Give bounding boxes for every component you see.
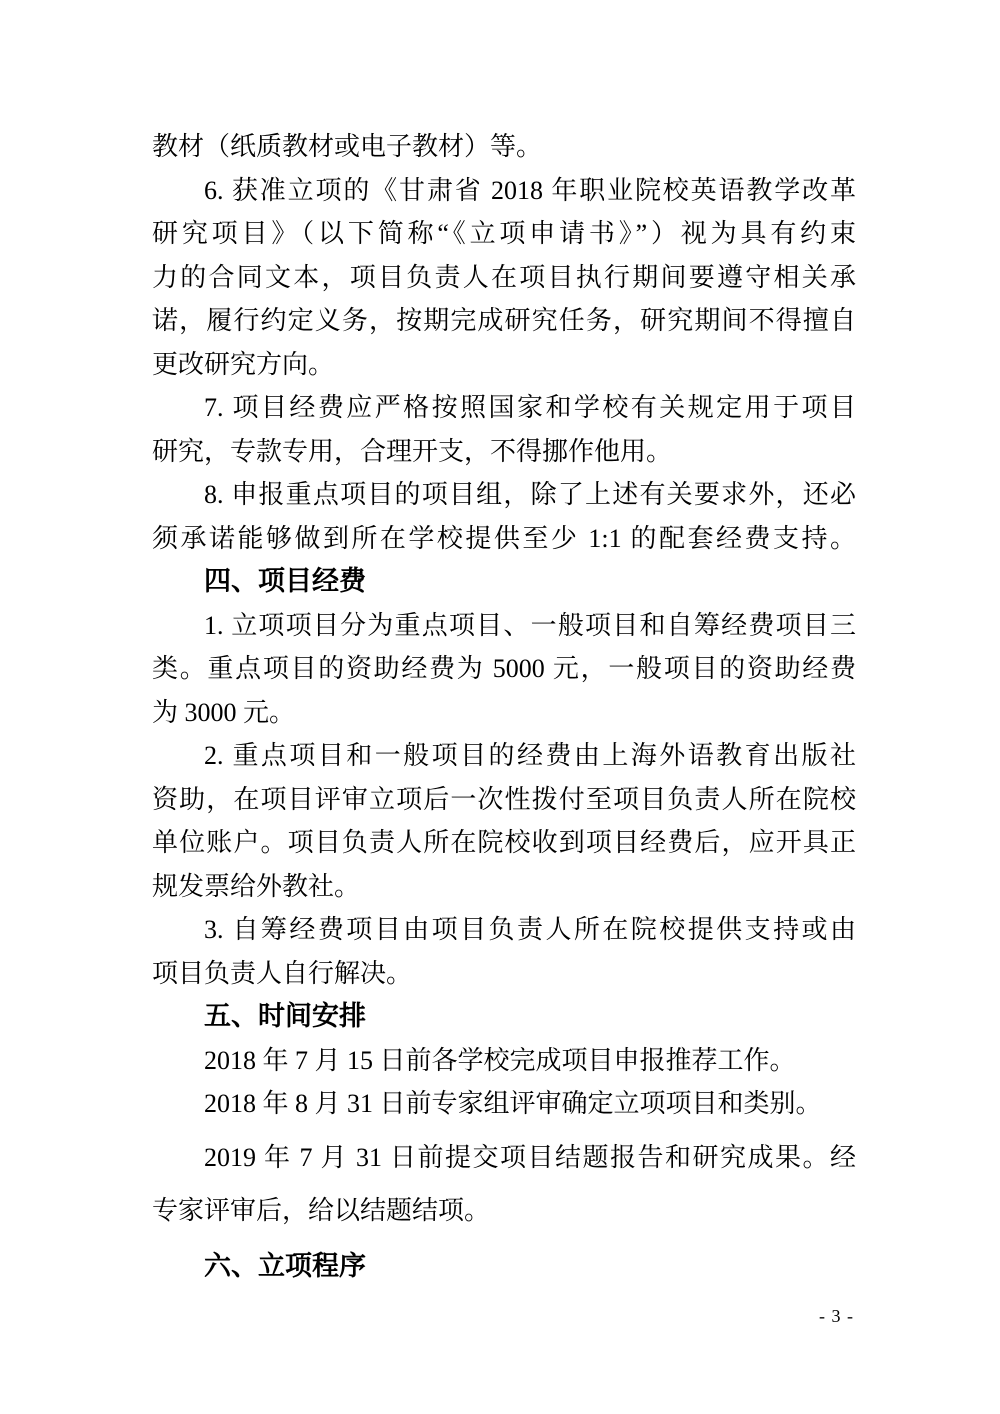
body-text-line: 7. 项目经费应严格按照国家和学校有关规定用于项目 [204,393,856,422]
body-text-line: 项目负责人自行解决。 [152,958,413,988]
body-text-line: 力的合同文本，项目负责人在项目执行期间要遵守相关承 [152,262,856,292]
body-text-line: 3. 自筹经费项目由项目负责人所在院校提供支持或由 [204,915,856,944]
body-text-line: 专家评审后，给以结题结项。 [152,1196,491,1225]
body-text-line: 1. 立项项目分为重点项目、一般项目和自筹经费项目三 [204,610,856,640]
body-text-line: 规发票给外教社。 [152,871,361,901]
body-text-line: 类。重点项目的资助经费为 5000 元，一般项目的资助经费 [152,654,856,683]
body-text-line: 6. 获准立项的《甘肃省 2018 年职业院校英语教学改革 [204,175,856,205]
body-text-line: 研究项目》（以下简称“《立项申请书》”）视为具有约束 [152,219,856,248]
body-text-line: 单位账户。项目负责人所在院校收到项目经费后，应开具正 [152,828,856,857]
section-heading: 五、时间安排 [204,1001,366,1031]
section-heading: 四、项目经费 [204,566,366,596]
body-text-line: 2018 年 7 月 15 日前各学校完成项目申报推荐工作。 [204,1045,796,1075]
body-text-line: 2019 年 7 月 31 日前提交项目结题报告和研究成果。经 [204,1142,856,1172]
body-text-line: 研究，专款专用，合理开支，不得挪作他用。 [152,436,673,466]
body-text-line: 为 3000 元。 [152,697,296,727]
body-text-line: 须承诺能够做到所在学校提供至少 1:1 的配套经费支持。 [152,523,856,553]
body-text-line: 2. 重点项目和一般项目的经费由上海外语教育出版社 [204,741,856,770]
body-text-line: 8. 申报重点项目的项目组，除了上述有关要求外，还必 [204,480,856,509]
section-heading: 六、立项程序 [204,1250,366,1281]
body-text-line: 更改研究方向。 [152,349,335,379]
page-number: - 3 - [819,1306,854,1326]
body-text-line: 2018 年 8 月 31 日前专家组评审确定立项项目和类别。 [204,1089,822,1118]
body-text-line: 资助，在项目评审立项后一次性拨付至项目负责人所在院校 [152,784,856,814]
body-text-line: 诺，履行约定义务，按期完成研究任务，研究期间不得擅自 [152,306,856,335]
body-text-line: 教材（纸质教材或电子教材）等。 [152,132,543,161]
document-body [152,125,856,1288]
